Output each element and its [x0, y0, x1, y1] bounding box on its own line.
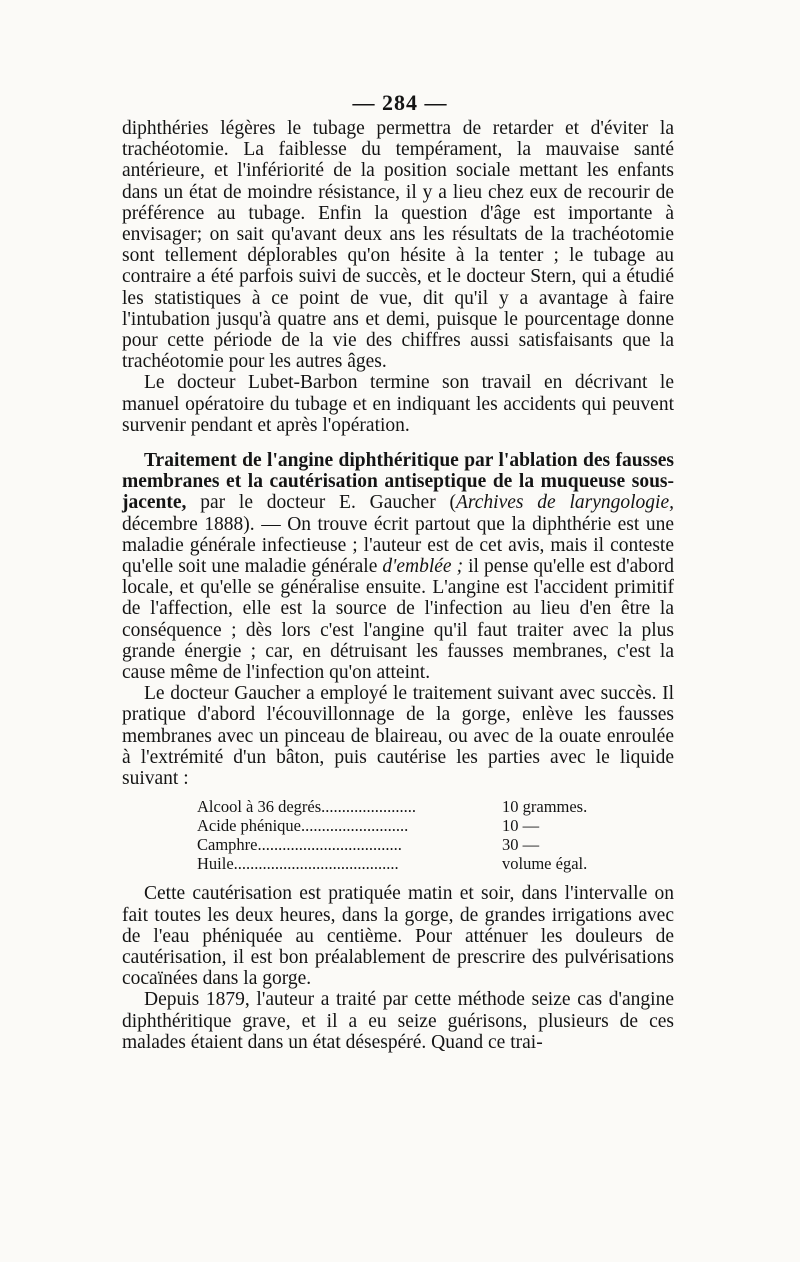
emphasis-text: d'emblée ;	[382, 556, 464, 578]
formula-amount: 10 grammes.	[502, 797, 588, 817]
page-number: — 284 —	[352, 90, 448, 115]
formula-table	[197, 797, 617, 873]
formula-amount: 10 —	[502, 816, 540, 836]
formula-ingredient: Camphre...................................	[197, 835, 402, 855]
section-rest: il pense qu'elle est d'abord locale, et qu'elle se généralise ensuite. L'angine est l'accident primitif de l'affection, elle est la source de l'infection au lieu d'en être la conséquence ; dès lors c'est l'angine qu'il faut traiter avec la plus grande énergie ; car, en détruisant les fausses membranes, c'est la cause même de l'infection qu'on atteint.	[122, 556, 674, 684]
body-text	[122, 118, 674, 1053]
section-title: Traitement de l'angine diphthéritique par l'ablation des fausses membranes et la cautérisation antiseptique de la muqueuse sous-jacente,	[122, 450, 674, 514]
journal-name: Archives de laryngologie,	[455, 492, 675, 514]
paragraph: Le docteur Gaucher a employé le traitement suivant avec succès. Il pratique d'abord l'écouvillonnage de la gorge, enlève les fausses membranes avec un pinceau de blaireau, ou avec de la ouate enroulée à l'extrémité d'un bâton, puis cautérise les parties avec le liquide suivant :	[122, 683, 674, 790]
formula-ingredient: Huile........................................	[197, 854, 399, 874]
section-date: décembre 1888). — On trouve écrit partout que la diphthérie est une maladie générale infectieuse ; l'auteur est de cet avis, mais il conteste qu'elle soit une maladie générale	[122, 513, 674, 578]
formula-row	[197, 835, 617, 854]
paragraph: diphthéries légères le tubage permettra de retarder et d'éviter la trachéotomie. La faiblesse du tempérament, la mauvaise santé antérieure, et l'infériorité de la position sociale mettant les enfants dans un état de moindre résistance, il y a lieu chez eux de recourir de préférence au tubage. Enfin la question d'âge est importante à envisager; on sait qu'avant deux ans les résultats de la trachéotomie sont tellement déplorables qu'on hésite à la tenter ; le tubage au contraire a été parfois suivi de succès, et le docteur Stern, qui a étudié les statistiques à ce point de vue, dit qu'il y a avantage à faire l'intubation jusqu'à quatre ans et demi, puisque le pourcentage donne pour cette période de la vie des chiffres aussi satisfaisants que la trachéotomie pour les autres âges.	[122, 118, 674, 373]
paragraph: Le docteur Lubet-Barbon termine son travail en décrivant le manuel opératoire du tubage et en indiquant les accidents qui peuvent survenir pendant et après l'opération.	[122, 372, 674, 436]
paragraph: Depuis 1879, l'auteur a traité par cette méthode seize cas d'angine diphthéritique grave, et il a eu seize guérisons, plusieurs de ces malades étaient dans un état désespéré. Quand ce trai-	[122, 989, 674, 1053]
formula-ingredient: Acide phénique..........................	[197, 816, 409, 836]
section-paragraph	[122, 450, 674, 683]
formula-row	[197, 797, 617, 816]
formula-row	[197, 854, 617, 873]
formula-amount: volume égal.	[502, 854, 588, 874]
formula-ingredient: Alcool à 36 degrés.......................	[197, 797, 417, 817]
formula-amount: 30 —	[502, 835, 540, 855]
formula-row	[197, 816, 617, 835]
section-byline: par le docteur E. Gaucher (	[186, 492, 456, 514]
paragraph: Cette cautérisation est pratiquée matin et soir, dans l'intervalle on fait toutes les deux heures, dans la gorge, de grandes irrigations avec de l'eau phéniquée au centième. Pour atténuer les douleurs de cautérisation, il est bon préalablement de prescrire des pulvérisations cocaïnées dans la gorge.	[122, 883, 674, 990]
